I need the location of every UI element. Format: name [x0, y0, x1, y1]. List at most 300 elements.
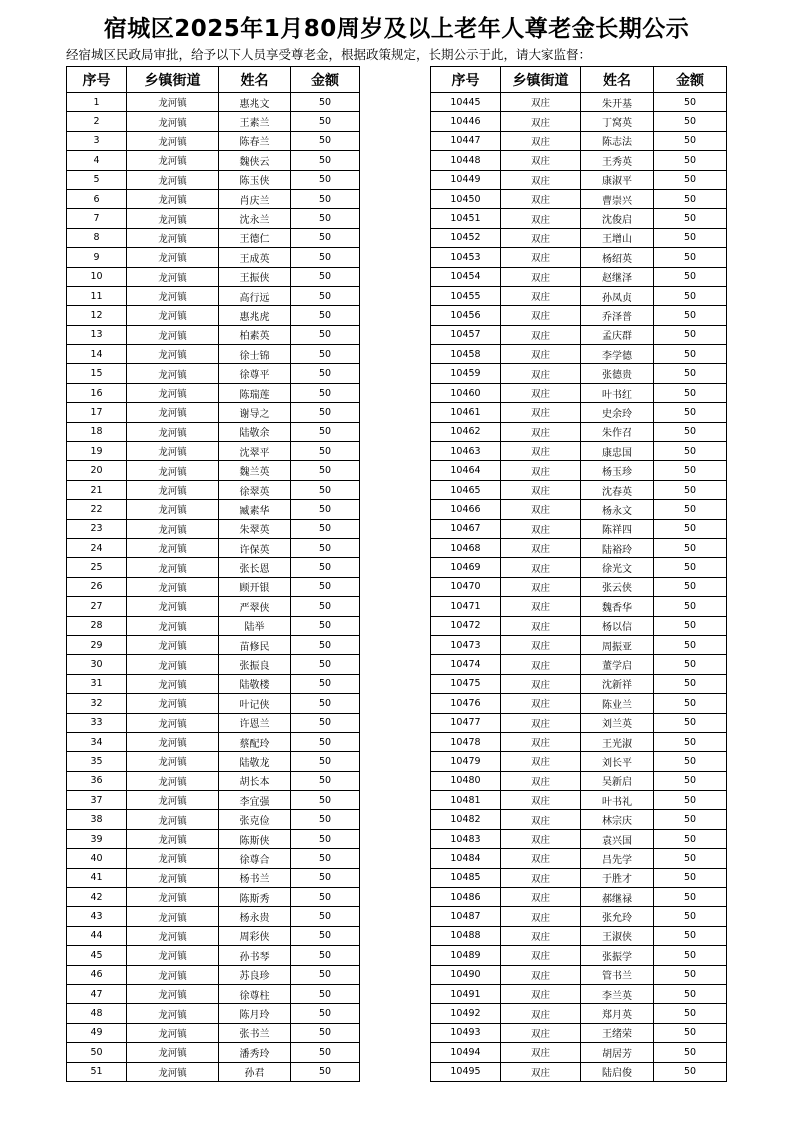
cell-index: 22 [67, 500, 127, 519]
cell-index: 10463 [431, 442, 501, 461]
cell-amount: 50 [654, 674, 727, 693]
cell-amount: 50 [291, 538, 360, 557]
cell-name: 王德仁 [219, 228, 291, 247]
cell-township: 龙河镇 [127, 93, 219, 112]
cell-name: 朱开基 [581, 93, 654, 112]
cell-amount: 50 [654, 170, 727, 189]
cell-amount: 50 [291, 112, 360, 131]
cell-amount: 50 [291, 480, 360, 499]
cell-index: 10 [67, 267, 127, 286]
table-row [67, 946, 360, 965]
cell-amount: 50 [654, 189, 727, 208]
cell-township: 龙河镇 [127, 732, 219, 751]
table-row [67, 771, 360, 790]
cell-index: 41 [67, 868, 127, 887]
table-row [431, 888, 727, 907]
cell-township: 双庄 [501, 829, 581, 848]
cell-amount: 50 [291, 403, 360, 422]
cell-index: 10466 [431, 500, 501, 519]
roster-table-right [430, 66, 727, 1082]
cell-index: 10482 [431, 810, 501, 829]
cell-amount: 50 [291, 345, 360, 364]
cell-township: 龙河镇 [127, 577, 219, 596]
cell-name: 张长恩 [219, 558, 291, 577]
cell-index: 10459 [431, 364, 501, 383]
cell-township: 双庄 [501, 170, 581, 189]
cell-index: 14 [67, 345, 127, 364]
table-row [431, 151, 727, 170]
cell-amount: 50 [291, 558, 360, 577]
cell-index: 29 [67, 635, 127, 654]
cell-name: 沈春英 [581, 480, 654, 499]
header-index: 序号 [67, 67, 127, 93]
cell-township: 双庄 [501, 849, 581, 868]
cell-name: 张振学 [581, 946, 654, 965]
table-row [67, 849, 360, 868]
cell-township: 双庄 [501, 364, 581, 383]
cell-name: 潘秀玲 [219, 1043, 291, 1062]
table-row [431, 189, 727, 208]
cell-township: 龙河镇 [127, 267, 219, 286]
table-row [431, 538, 727, 557]
cell-index: 44 [67, 926, 127, 945]
cell-township: 龙河镇 [127, 306, 219, 325]
cell-amount: 50 [654, 965, 727, 984]
cell-index: 11 [67, 286, 127, 305]
cell-amount: 50 [654, 810, 727, 829]
table-row [67, 965, 360, 984]
table-row [67, 325, 360, 344]
cell-index: 32 [67, 694, 127, 713]
cell-amount: 50 [291, 713, 360, 732]
cell-index: 26 [67, 577, 127, 596]
cell-index: 10450 [431, 189, 501, 208]
table-row [431, 209, 727, 228]
cell-township: 龙河镇 [127, 403, 219, 422]
cell-name: 吕先学 [581, 849, 654, 868]
cell-township: 双庄 [501, 616, 581, 635]
table-row [67, 635, 360, 654]
cell-index: 10494 [431, 1043, 501, 1062]
cell-index: 35 [67, 752, 127, 771]
cell-index: 10480 [431, 771, 501, 790]
table-row [431, 306, 727, 325]
cell-township: 双庄 [501, 713, 581, 732]
cell-amount: 50 [291, 1043, 360, 1062]
cell-township: 双庄 [501, 1004, 581, 1023]
cell-township: 双庄 [501, 480, 581, 499]
cell-index: 10486 [431, 888, 501, 907]
cell-name: 李宜强 [219, 791, 291, 810]
cell-index: 10454 [431, 267, 501, 286]
cell-name: 史余玲 [581, 403, 654, 422]
cell-name: 柏素英 [219, 325, 291, 344]
table-row [431, 480, 727, 499]
cell-township: 双庄 [501, 907, 581, 926]
cell-amount: 50 [291, 248, 360, 267]
cell-amount: 50 [654, 829, 727, 848]
cell-amount: 50 [654, 655, 727, 674]
cell-amount: 50 [291, 422, 360, 441]
cell-name: 高行远 [219, 286, 291, 305]
cell-township: 龙河镇 [127, 286, 219, 305]
cell-name: 徐尊柱 [219, 984, 291, 1003]
cell-index: 50 [67, 1043, 127, 1062]
table-row [67, 151, 360, 170]
table-row [431, 1004, 727, 1023]
table-row [67, 403, 360, 422]
cell-township: 双庄 [501, 597, 581, 616]
cell-name: 沈翠平 [219, 442, 291, 461]
cell-township: 龙河镇 [127, 674, 219, 693]
cell-name: 徐尊平 [219, 364, 291, 383]
cell-name: 张振良 [219, 655, 291, 674]
cell-amount: 50 [291, 325, 360, 344]
cell-amount: 50 [291, 771, 360, 790]
cell-index: 10446 [431, 112, 501, 131]
cell-amount: 50 [654, 577, 727, 596]
table-header-row [67, 67, 360, 93]
table-row [67, 558, 360, 577]
cell-township: 龙河镇 [127, 655, 219, 674]
cell-amount: 50 [654, 345, 727, 364]
cell-index: 31 [67, 674, 127, 693]
cell-index: 10470 [431, 577, 501, 596]
cell-township: 龙河镇 [127, 170, 219, 189]
table-row [431, 228, 727, 247]
cell-township: 双庄 [501, 752, 581, 771]
cell-amount: 50 [654, 713, 727, 732]
cell-index: 10487 [431, 907, 501, 926]
table-row [67, 810, 360, 829]
cell-township: 龙河镇 [127, 946, 219, 965]
cell-township: 龙河镇 [127, 345, 219, 364]
cell-index: 10471 [431, 597, 501, 616]
cell-amount: 50 [654, 635, 727, 654]
table-row [67, 538, 360, 557]
cell-township: 双庄 [501, 461, 581, 480]
cell-township: 双庄 [501, 732, 581, 751]
cell-index: 10451 [431, 209, 501, 228]
cell-amount: 50 [291, 1062, 360, 1081]
cell-amount: 50 [654, 984, 727, 1003]
cell-township: 龙河镇 [127, 442, 219, 461]
table-row [67, 306, 360, 325]
cell-index: 10445 [431, 93, 501, 112]
cell-name: 陈斯侠 [219, 829, 291, 848]
cell-amount: 50 [654, 403, 727, 422]
cell-township: 龙河镇 [127, 868, 219, 887]
cell-amount: 50 [291, 674, 360, 693]
cell-name: 乔泽普 [581, 306, 654, 325]
table-row [431, 829, 727, 848]
table-header-row [431, 67, 727, 93]
cell-amount: 50 [654, 286, 727, 305]
cell-amount: 50 [291, 189, 360, 208]
cell-amount: 50 [654, 597, 727, 616]
cell-township: 双庄 [501, 422, 581, 441]
cell-township: 龙河镇 [127, 791, 219, 810]
cell-index: 38 [67, 810, 127, 829]
cell-index: 7 [67, 209, 127, 228]
cell-name: 王增山 [581, 228, 654, 247]
cell-amount: 50 [654, 500, 727, 519]
cell-name: 林宗庆 [581, 810, 654, 829]
cell-name: 蔡配玲 [219, 732, 291, 751]
table-row [431, 558, 727, 577]
cell-index: 33 [67, 713, 127, 732]
cell-amount: 50 [654, 151, 727, 170]
cell-name: 王光淑 [581, 732, 654, 751]
cell-township: 龙河镇 [127, 829, 219, 848]
cell-township: 双庄 [501, 131, 581, 150]
cell-amount: 50 [654, 364, 727, 383]
table-row [67, 286, 360, 305]
cell-township: 双庄 [501, 1043, 581, 1062]
cell-index: 10461 [431, 403, 501, 422]
table-row [431, 286, 727, 305]
cell-index: 39 [67, 829, 127, 848]
cell-amount: 50 [291, 131, 360, 150]
cell-index: 10462 [431, 422, 501, 441]
cell-name: 王素兰 [219, 112, 291, 131]
cell-amount: 50 [291, 286, 360, 305]
cell-index: 10484 [431, 849, 501, 868]
table-row [67, 868, 360, 887]
cell-township: 双庄 [501, 500, 581, 519]
cell-name: 叶书红 [581, 383, 654, 402]
cell-township: 龙河镇 [127, 810, 219, 829]
cell-name: 顾开银 [219, 577, 291, 596]
cell-amount: 50 [291, 965, 360, 984]
header-amount: 金额 [654, 67, 727, 93]
cell-amount: 50 [291, 500, 360, 519]
cell-name: 郝继禄 [581, 888, 654, 907]
cell-index: 10488 [431, 926, 501, 945]
table-row [431, 907, 727, 926]
table-row [431, 325, 727, 344]
cell-name: 沈永兰 [219, 209, 291, 228]
table-row [67, 616, 360, 635]
table-row [431, 267, 727, 286]
cell-index: 10491 [431, 984, 501, 1003]
cell-amount: 50 [291, 694, 360, 713]
cell-name: 陆敬余 [219, 422, 291, 441]
cell-amount: 50 [654, 209, 727, 228]
cell-name: 肖庆兰 [219, 189, 291, 208]
cell-index: 15 [67, 364, 127, 383]
cell-index: 42 [67, 888, 127, 907]
cell-township: 双庄 [501, 888, 581, 907]
table-row [67, 209, 360, 228]
cell-name: 陈玉侠 [219, 170, 291, 189]
cell-index: 20 [67, 461, 127, 480]
cell-amount: 50 [654, 93, 727, 112]
cell-township: 龙河镇 [127, 1023, 219, 1042]
cell-amount: 50 [291, 519, 360, 538]
table-row [431, 674, 727, 693]
cell-name: 苗修民 [219, 635, 291, 654]
cell-name: 魏侠云 [219, 151, 291, 170]
table-row [67, 422, 360, 441]
cell-index: 10449 [431, 170, 501, 189]
cell-township: 双庄 [501, 655, 581, 674]
table-row [431, 364, 727, 383]
cell-amount: 50 [654, 1043, 727, 1062]
cell-name: 陈志法 [581, 131, 654, 150]
cell-township: 龙河镇 [127, 209, 219, 228]
cell-index: 25 [67, 558, 127, 577]
table-row [67, 1023, 360, 1042]
cell-township: 双庄 [501, 189, 581, 208]
cell-name: 袁兴国 [581, 829, 654, 848]
cell-amount: 50 [291, 616, 360, 635]
cell-index: 10455 [431, 286, 501, 305]
table-row [431, 1062, 727, 1081]
cell-name: 沈俊启 [581, 209, 654, 228]
cell-amount: 50 [654, 538, 727, 557]
cell-township: 双庄 [501, 538, 581, 557]
cell-name: 管书兰 [581, 965, 654, 984]
cell-township: 龙河镇 [127, 228, 219, 247]
cell-name: 徐光文 [581, 558, 654, 577]
cell-index: 24 [67, 538, 127, 557]
cell-township: 龙河镇 [127, 965, 219, 984]
cell-amount: 50 [291, 849, 360, 868]
cell-name: 杨绍英 [581, 248, 654, 267]
cell-name: 许保英 [219, 538, 291, 557]
cell-name: 陈祥四 [581, 519, 654, 538]
cell-township: 双庄 [501, 868, 581, 887]
cell-township: 龙河镇 [127, 984, 219, 1003]
cell-amount: 50 [291, 635, 360, 654]
cell-index: 1 [67, 93, 127, 112]
cell-township: 龙河镇 [127, 519, 219, 538]
cell-amount: 50 [291, 597, 360, 616]
cell-amount: 50 [654, 616, 727, 635]
table-row [431, 597, 727, 616]
cell-index: 10473 [431, 635, 501, 654]
table-row [67, 926, 360, 945]
cell-township: 双庄 [501, 209, 581, 228]
cell-index: 21 [67, 480, 127, 499]
table-row [67, 597, 360, 616]
cell-name: 张德贵 [581, 364, 654, 383]
cell-township: 双庄 [501, 383, 581, 402]
header-name: 姓名 [581, 67, 654, 93]
cell-name: 孙凤贞 [581, 286, 654, 305]
cell-township: 龙河镇 [127, 694, 219, 713]
cell-amount: 50 [291, 791, 360, 810]
table-row [431, 131, 727, 150]
table-row [67, 112, 360, 131]
table-row [67, 888, 360, 907]
cell-amount: 50 [654, 442, 727, 461]
table-row [67, 170, 360, 189]
table-row [67, 267, 360, 286]
cell-township: 龙河镇 [127, 713, 219, 732]
cell-township: 龙河镇 [127, 752, 219, 771]
cell-name: 周彩侠 [219, 926, 291, 945]
cell-amount: 50 [654, 1023, 727, 1042]
cell-index: 49 [67, 1023, 127, 1042]
cell-index: 10478 [431, 732, 501, 751]
cell-name: 魏香华 [581, 597, 654, 616]
header-amount: 金额 [291, 67, 360, 93]
table-row [431, 771, 727, 790]
cell-township: 龙河镇 [127, 558, 219, 577]
table-row [431, 732, 727, 751]
cell-township: 双庄 [501, 248, 581, 267]
cell-amount: 50 [654, 732, 727, 751]
cell-index: 8 [67, 228, 127, 247]
cell-township: 龙河镇 [127, 325, 219, 344]
table-row [67, 791, 360, 810]
cell-township: 双庄 [501, 635, 581, 654]
cell-index: 51 [67, 1062, 127, 1081]
cell-amount: 50 [654, 228, 727, 247]
cell-index: 10457 [431, 325, 501, 344]
cell-name: 朱翠英 [219, 519, 291, 538]
cell-name: 杨永贵 [219, 907, 291, 926]
cell-name: 周振亚 [581, 635, 654, 654]
table-row [67, 1004, 360, 1023]
cell-township: 龙河镇 [127, 422, 219, 441]
cell-amount: 50 [291, 442, 360, 461]
cell-township: 龙河镇 [127, 538, 219, 557]
cell-index: 45 [67, 946, 127, 965]
cell-amount: 50 [654, 383, 727, 402]
cell-name: 朱作召 [581, 422, 654, 441]
cell-index: 10489 [431, 946, 501, 965]
table-row [67, 248, 360, 267]
cell-name: 张克俭 [219, 810, 291, 829]
cell-index: 10481 [431, 791, 501, 810]
cell-index: 10479 [431, 752, 501, 771]
table-row [431, 810, 727, 829]
cell-amount: 50 [291, 868, 360, 887]
table-row [67, 364, 360, 383]
cell-amount: 50 [291, 364, 360, 383]
cell-amount: 50 [291, 732, 360, 751]
cell-index: 10490 [431, 965, 501, 984]
cell-index: 10452 [431, 228, 501, 247]
header-township: 乡镇街道 [127, 67, 219, 93]
table-row [67, 732, 360, 751]
cell-name: 陈月玲 [219, 1004, 291, 1023]
cell-township: 双庄 [501, 1023, 581, 1042]
cell-index: 10469 [431, 558, 501, 577]
cell-index: 10464 [431, 461, 501, 480]
cell-amount: 50 [654, 112, 727, 131]
cell-township: 龙河镇 [127, 364, 219, 383]
cell-name: 王秀英 [581, 151, 654, 170]
cell-township: 龙河镇 [127, 1062, 219, 1081]
cell-amount: 50 [291, 383, 360, 402]
cell-township: 龙河镇 [127, 771, 219, 790]
cell-name: 臧素华 [219, 500, 291, 519]
table-row [431, 461, 727, 480]
table-row [431, 442, 727, 461]
cell-amount: 50 [291, 461, 360, 480]
cell-index: 10456 [431, 306, 501, 325]
cell-township: 双庄 [501, 306, 581, 325]
cell-amount: 50 [654, 888, 727, 907]
cell-amount: 50 [291, 946, 360, 965]
table-row [67, 345, 360, 364]
cell-township: 双庄 [501, 267, 581, 286]
table-row [67, 461, 360, 480]
